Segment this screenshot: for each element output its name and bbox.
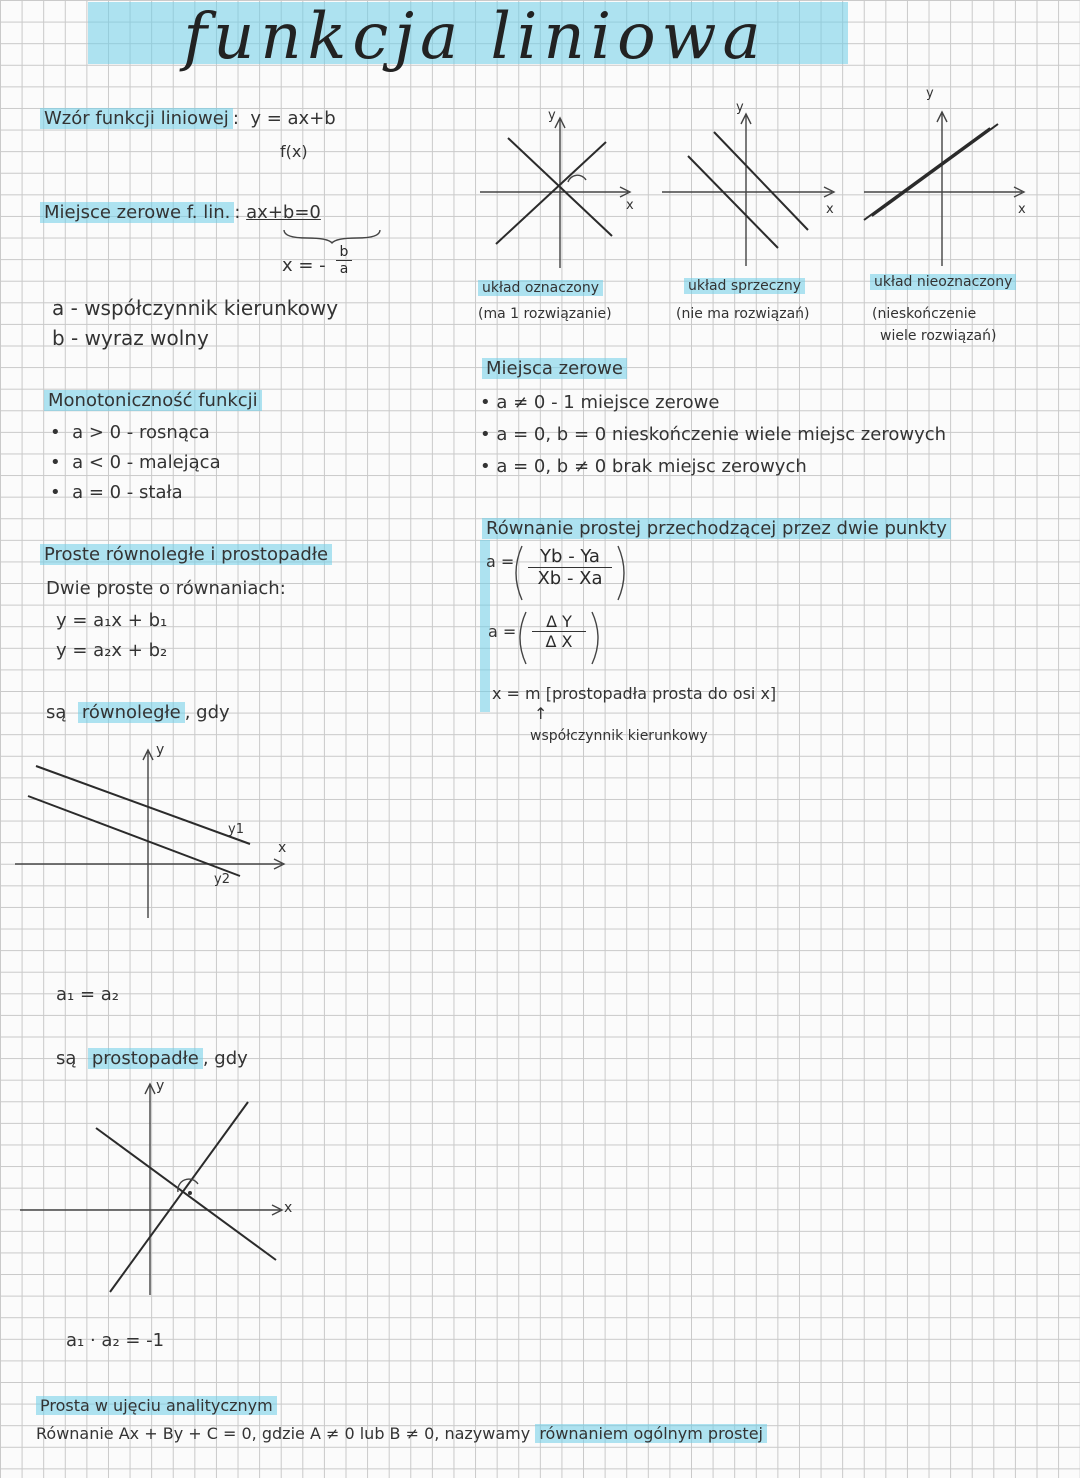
formula-fx: f(x)	[280, 142, 308, 161]
sys3-axis-y: y	[926, 86, 934, 101]
a1-den: Xb - Xa	[528, 567, 612, 589]
a2-den: Δ X	[532, 631, 586, 651]
sys2-axis-y: y	[736, 100, 744, 115]
a1-num: Yb - Ya	[540, 546, 600, 567]
a-definition: a - współczynnik kierunkowy	[52, 296, 339, 320]
parallel-intro: Dwie proste o równaniach:	[46, 578, 286, 599]
zero-solution-x: x = -	[282, 255, 326, 276]
analytic-line	[36, 1424, 767, 1443]
formula-label: Wzór funkcji liniowej	[40, 108, 233, 129]
perp-condition-line: są prostopadłe , gdy	[56, 1048, 248, 1069]
zero-solution-frac	[336, 244, 352, 277]
sys3-note2: wiele rozwiązań)	[880, 328, 997, 344]
brace	[282, 228, 382, 244]
monotonic-label: Monotoniczność funkcji	[44, 390, 262, 411]
line-eq-2: y = a₂x + b₂	[56, 640, 168, 661]
perp-cond: a₁ · a₂ = -1	[66, 1330, 165, 1351]
sys2-axis-x: x	[826, 202, 834, 217]
sys3-label: układ nieoznaczony	[870, 274, 1016, 290]
parallel-axis-y: y	[156, 742, 165, 758]
vertical-line-eq: x = m [prostopadła prosta do osi x]	[492, 684, 777, 703]
formula-text: y = ax+b	[250, 108, 336, 129]
analytic-highlight: równaniem ogólnym prostej	[535, 1424, 767, 1443]
formula-section: Wzór funkcji liniowej : y = ax+b	[40, 108, 336, 129]
zero-solution-num: b	[339, 244, 349, 260]
zeros-label: Miejsca zerowe	[482, 358, 627, 379]
coef-arrow: ↑	[534, 704, 548, 723]
monotonic-item-2: • a < 0 - malejąca	[50, 452, 221, 473]
y1-label: y1	[228, 822, 244, 837]
monotonic-item-1: • a > 0 - rosnąca	[50, 422, 210, 443]
a2-fraction	[532, 612, 586, 651]
page-title: funkcja liniowa	[183, 0, 767, 74]
y2-label: y2	[214, 872, 230, 887]
sys1-note: (ma 1 rozwiązanie)	[478, 306, 612, 322]
line-eq-1: y = a₁x + b₁	[56, 610, 168, 631]
parallel-condition-line: są równoległe , gdy	[46, 702, 230, 723]
sys3-note: (nieskończenie	[872, 306, 977, 322]
perp-axis-x: x	[284, 1200, 293, 1216]
zero-equation: ax+b=0	[246, 202, 321, 223]
perp-word: prostopadłe	[88, 1048, 203, 1069]
parallel-cond: a₁ = a₂	[56, 984, 120, 1005]
zeros-item-3: • a = 0, b ≠ 0 brak miejsc zerowych	[480, 456, 807, 477]
systems-graphs	[470, 108, 1050, 278]
parallel-label: Proste równoległe i prostopadłe	[40, 544, 332, 565]
a2-prefix: a =	[488, 622, 517, 641]
parallel-graph	[0, 740, 320, 920]
b-definition: b - wyraz wolny	[52, 326, 209, 350]
zeros-item-2: • a = 0, b = 0 nieskończenie wiele miejsc zerowych	[480, 424, 947, 445]
sys1-axis-x: x	[626, 198, 634, 213]
zeros-item-1: • a ≠ 0 - 1 miejsce zerowe	[480, 392, 720, 413]
a2-num: Δ Y	[546, 612, 572, 631]
a1-fraction	[528, 546, 612, 589]
sys1-label: układ oznaczony	[478, 280, 603, 296]
coef-note: współczynnik kierunkowy	[530, 728, 708, 744]
sys3-axis-x: x	[1018, 202, 1026, 217]
zero-section: Miejsce zerowe f. lin. : ax+b=0	[40, 202, 321, 223]
analytic-text: Równanie Ax + By + C = 0, gdzie A ≠ 0 lub B ≠ 0, nazywamy	[36, 1424, 531, 1443]
sys1-axis-y: y	[548, 108, 556, 123]
perp-axis-y: y	[156, 1078, 165, 1094]
analytic-label: Prosta w ujęciu analitycznym	[36, 1396, 277, 1415]
zero-solution-den: a	[336, 260, 352, 277]
two-points-label: Równanie prostej przechodzącej przez dwie punkty	[482, 518, 951, 539]
sys2-label: układ sprzeczny	[684, 278, 805, 294]
zero-label: Miejsce zerowe f. lin.	[40, 202, 234, 223]
monotonic-item-3: • a = 0 - stała	[50, 482, 183, 503]
parallel-word: równoległe	[78, 702, 185, 723]
a1-prefix: a =	[486, 552, 515, 571]
parallel-axis-x: x	[278, 840, 287, 856]
sys2-note: (nie ma rozwiązań)	[676, 306, 810, 322]
perp-graph	[0, 1080, 320, 1300]
